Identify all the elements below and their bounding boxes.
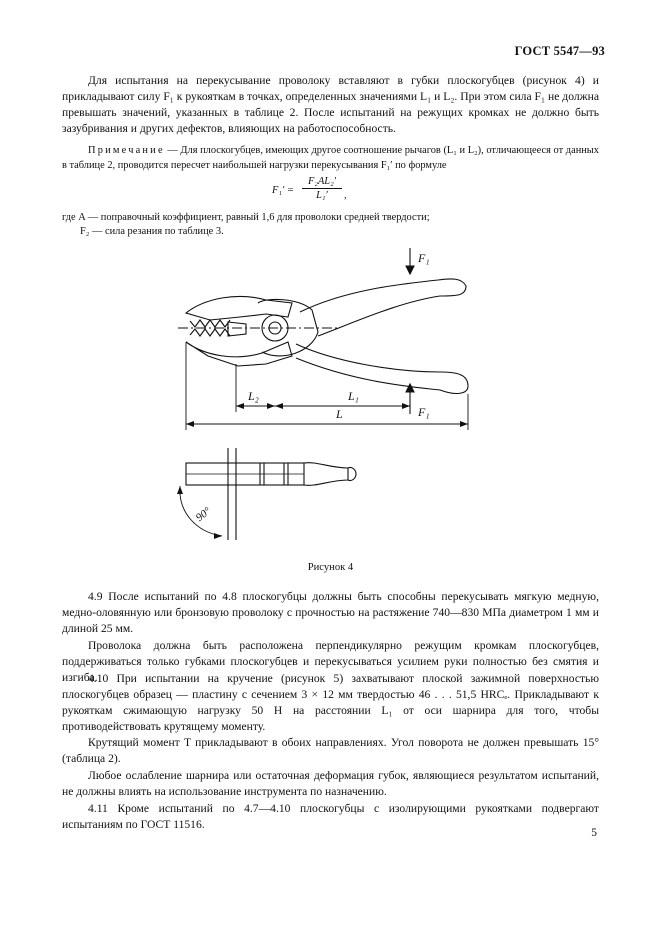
angle-label: 90° bbox=[193, 505, 214, 524]
dim-l2-label: L₂ bbox=[248, 389, 259, 403]
paragraph-4-9: 4.9 После испытаний по 4.8 плоскогубцы должны быть способны перекусывать мягкую медную, медно-оловянную или бронзовую проволоку с прочностью на растяжение 740—830 МПа диаметром 1 мм и длиной 25 мм. bbox=[62, 590, 599, 635]
where-line-1: где A — поправочный коэффициент, равный 1,6 для проволоки средней твердости; bbox=[62, 212, 430, 223]
dim-l1-label: L₁ bbox=[348, 389, 359, 403]
side-view-handle bbox=[304, 463, 348, 486]
force-top-label: F₁ bbox=[418, 251, 430, 265]
paragraph-4-9-wire: Проволока должна быть расположена перпендикулярно режущим кромкам плоскогубцев, поддерживаться только губками плоскогубцев и перекусываться усилием руки полностью без смятия и изгиба. bbox=[62, 639, 599, 684]
force-top-arrowhead bbox=[406, 266, 414, 274]
formula-denominator: L₁′ bbox=[316, 190, 328, 201]
lower-jaw bbox=[186, 342, 292, 366]
paragraph-4-11: 4.11 Кроме испытаний по 4.7—4.10 плоскогубцы с изолирующими рукоятками подвергают испытаниям по ГОСТ 11516. bbox=[62, 802, 599, 831]
side-view-handle-end bbox=[348, 467, 356, 480]
cutter bbox=[228, 322, 246, 336]
upper-jaw bbox=[186, 296, 292, 320]
figure-caption: Рисунок 4 bbox=[307, 562, 354, 573]
paragraph-4-10: 4.10 При испытании на кручение (рисунок 5) захватывают плоской зажимной поверхностью плоскогубцев образец — пластину с сечением 3 × 12 мм твердостью 46 . . . 51,5 HRCₑ. Прикладывают к рукояткам сжимающую нагрузку 50 Н на расстоянии L₁ от оси шарнира для того, чтобы противодействовать крутящему моменту. bbox=[62, 672, 599, 733]
paragraph-4-10-torque: Крутящий момент T прикладывают в обоих направлениях. Угол поворота не должен превышать 15° (таблица 2). bbox=[62, 736, 599, 765]
pliers-figure bbox=[0, 240, 661, 540]
note bbox=[62, 143, 599, 173]
formula-fraction bbox=[302, 176, 342, 201]
dim-l-label: L bbox=[336, 407, 343, 421]
lower-handle bbox=[296, 344, 468, 393]
note-label: Примечание bbox=[88, 145, 165, 156]
paragraph-wire-cutting-test: Для испытания на перекусывание проволоку вставляют в губки плоскогубцев (рисунок 4) и прикладывают силу F₁ к рукояткам в точках, определенных значениями L₁ и L₂. При этом сила F₁ не должна превышать значений, указанных в таблице 2. После испытаний на режущих кромках не должно быть зазубривания и других дефектов, влияющих на работоспособность. bbox=[62, 74, 599, 135]
note-text: — Для плоскогубцев, имеющих другое соотношение рычагов (L₁ и L₂), отличающееся от данных в таблице 2, проводится пересчет наибольшей нагрузки перекусывания F₁′ по формуле bbox=[62, 145, 599, 171]
page-number: 5 bbox=[591, 827, 597, 839]
upper-handle bbox=[300, 279, 466, 336]
force-bottom-label: F₁ bbox=[418, 405, 430, 419]
paragraph-4-10-deformation: Любое ослабление шарнира или остаточная деформация губок, являющиеся результатом испытаний, не должны влиять на использование инструмента по назначению. bbox=[62, 769, 599, 798]
where-line-2: F₂ — сила резания по таблице 3. bbox=[80, 226, 224, 237]
formula-numerator: F₂AL₂′ bbox=[302, 176, 342, 189]
formula-trail: , bbox=[344, 190, 347, 201]
document-code: ГОСТ 5547—93 bbox=[514, 44, 605, 58]
formula-lhs: F₁′ = bbox=[272, 185, 294, 196]
